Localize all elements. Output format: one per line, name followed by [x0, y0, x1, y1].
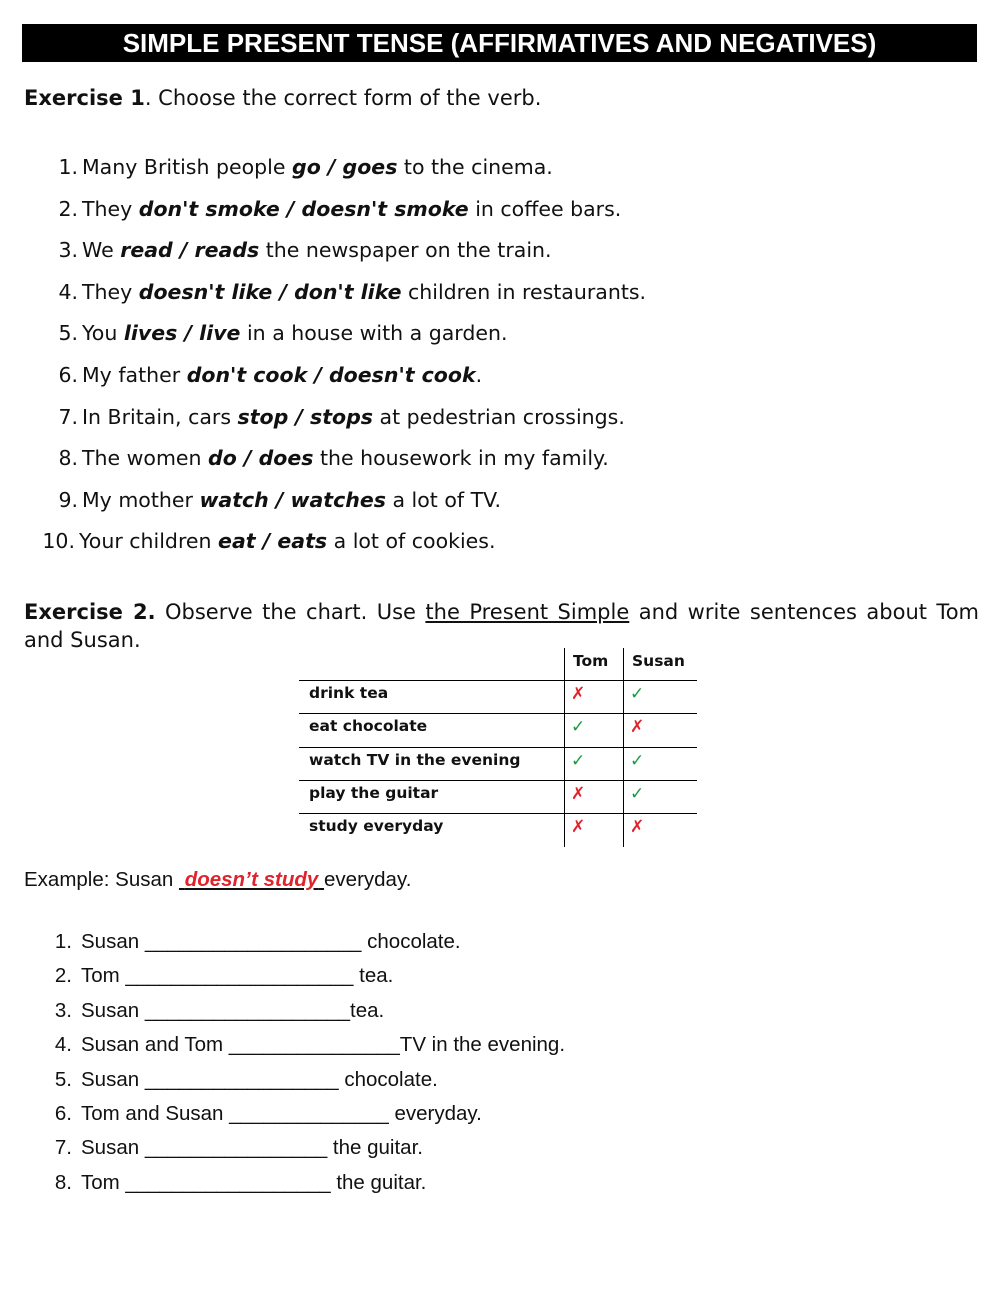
item-number: 5.: [54, 1067, 72, 1091]
sentence-start: We: [82, 238, 121, 263]
item-number: 7.: [58, 404, 78, 429]
fill-in-sentence[interactable]: Tom ____________________ tea.: [81, 964, 394, 988]
cross-icon: ✗: [571, 817, 586, 838]
item-number: 2.: [58, 196, 78, 221]
item-number: 7.: [54, 1136, 72, 1160]
exercise1-item: [0, 529, 496, 569]
chart-row: [299, 780, 697, 814]
exercise1-heading: [24, 86, 541, 110]
exercise1-item: [0, 280, 646, 320]
cross-icon: ✗: [630, 717, 645, 738]
item-number: 10.: [42, 529, 75, 554]
sentence-end: at pedestrian crossings.: [373, 404, 625, 429]
exercise2-item[interactable]: [0, 930, 461, 954]
exercise1-item: [0, 363, 482, 403]
fill-in-sentence[interactable]: Tom __________________ the guitar.: [81, 1170, 427, 1194]
fill-in-sentence[interactable]: Susan __________________tea.: [81, 998, 385, 1022]
exercise1-item: [0, 197, 621, 237]
check-icon: ✓: [571, 717, 586, 738]
cross-icon: ✗: [630, 817, 645, 838]
chart-activity: eat chocolate: [309, 717, 428, 736]
present-simple-underlined: the Present Simple: [425, 600, 630, 624]
item-number: 1.: [54, 930, 72, 953]
verb-choice[interactable]: doesn't like / don't like: [138, 279, 402, 304]
page-title: SIMPLE PRESENT TENSE (AFFIRMATIVES AND NEGATIVES): [22, 24, 977, 62]
exercise2-item[interactable]: [0, 1171, 426, 1195]
exercise1-label: Exercise 1: [24, 86, 145, 110]
fill-in-sentence[interactable]: Tom and Susan ______________ everyday.: [81, 1102, 482, 1125]
sentence-end: a lot of cookies.: [327, 529, 496, 554]
sentence-start: They: [82, 196, 139, 221]
exercise1-item: [0, 155, 553, 195]
exercise1-item: [0, 446, 609, 486]
example-sentence: [24, 868, 411, 892]
sentence-start: You: [82, 321, 124, 346]
example-prefix: Example: Susan: [24, 868, 179, 891]
check-icon: ✓: [630, 783, 645, 804]
exercise2-item[interactable]: [0, 1102, 482, 1126]
exercise2-item[interactable]: [0, 1136, 423, 1160]
verb-choice[interactable]: eat / eats: [218, 529, 328, 554]
chart-row: [299, 680, 697, 714]
sentence-end: in coffee bars.: [468, 196, 622, 221]
item-number: 4.: [54, 1033, 72, 1057]
check-icon: ✓: [630, 750, 645, 771]
sentence-start: The women: [82, 446, 209, 471]
activity-chart: [299, 648, 697, 848]
verb-choice[interactable]: don't smoke / doesn't smoke: [138, 196, 469, 221]
sentence-start: My father: [82, 363, 187, 387]
exercise2-item[interactable]: [0, 999, 384, 1023]
fill-in-sentence[interactable]: Susan ___________________ chocolate.: [81, 930, 461, 953]
exercise2-instruction-start: Observe the chart. Use: [155, 600, 426, 624]
item-number: 5.: [58, 321, 78, 346]
sentence-start: My mother: [82, 487, 200, 512]
chart-row: [299, 747, 697, 781]
sentence-end: the newspaper on the train.: [259, 238, 552, 263]
chart-header-susan: Susan: [632, 652, 685, 670]
exercise2-item[interactable]: [0, 1033, 565, 1057]
sentence-end: the housework in my family.: [313, 446, 609, 471]
exercise2-instruction-end: and write sentences about Tom and Susan.: [24, 600, 979, 652]
sentence-start: Your children: [79, 529, 219, 554]
item-number: 3.: [54, 998, 72, 1022]
check-icon: ✓: [630, 684, 645, 704]
check-icon: ✓: [571, 750, 586, 771]
cross-icon: ✗: [571, 684, 586, 704]
chart-header-tom: Tom: [573, 652, 609, 670]
item-number: 4.: [58, 279, 78, 304]
sentence-start: They: [82, 279, 139, 304]
verb-choice[interactable]: read / reads: [120, 238, 260, 263]
exercise2-label: Exercise 2.: [24, 600, 156, 624]
exercise1-instruction: . Choose the correct form of the verb.: [144, 86, 542, 110]
exercise1-item: [0, 321, 507, 361]
item-number: 8.: [54, 1170, 72, 1194]
example-answer: doesn’t study: [184, 868, 319, 891]
exercise2-heading: [24, 598, 979, 654]
exercise2-item[interactable]: [0, 964, 393, 988]
chart-activity: drink tea: [309, 684, 389, 702]
chart-activity: play the guitar: [309, 783, 439, 802]
chart-activity: watch TV in the evening: [309, 750, 521, 769]
verb-choice[interactable]: don't cook / doesn't cook: [186, 363, 476, 387]
cross-icon: ✗: [571, 783, 586, 804]
item-number: 9.: [58, 487, 78, 512]
item-number: 3.: [58, 238, 78, 263]
sentence-end: in a house with a garden.: [240, 321, 508, 346]
verb-choice[interactable]: watch / watches: [199, 487, 386, 512]
exercise1-item: [0, 238, 552, 278]
verb-choice[interactable]: go / goes: [292, 155, 398, 179]
chart-row: [299, 813, 697, 847]
verb-choice[interactable]: stop / stops: [237, 404, 374, 429]
sentence-start: Many British people: [82, 155, 293, 179]
verb-choice[interactable]: lives / live: [123, 321, 241, 346]
item-number: 1.: [58, 155, 78, 179]
chart-activity: study everyday: [309, 817, 444, 836]
chart-row: [299, 713, 697, 747]
exercise1-item: [0, 405, 625, 445]
example-suffix: everyday.: [324, 868, 412, 891]
item-number: 6.: [58, 363, 78, 387]
fill-in-sentence[interactable]: Susan _________________ chocolate.: [81, 1067, 438, 1091]
sentence-end: a lot of TV.: [385, 487, 502, 512]
sentence-end: .: [475, 363, 483, 387]
exercise1-item: [0, 488, 501, 528]
item-number: 8.: [58, 446, 78, 471]
fill-in-sentence[interactable]: Susan ________________ the guitar.: [81, 1136, 423, 1160]
item-number: 2.: [54, 964, 72, 988]
exercise2-item[interactable]: [0, 1068, 438, 1092]
sentence-end: to the cinema.: [397, 155, 553, 179]
sentence-start: In Britain, cars: [82, 404, 238, 429]
verb-choice[interactable]: do / does: [208, 446, 314, 471]
fill-in-sentence[interactable]: Susan and Tom _______________TV in the evening.: [81, 1033, 566, 1057]
sentence-end: children in restaurants.: [401, 279, 647, 304]
item-number: 6.: [54, 1102, 72, 1125]
